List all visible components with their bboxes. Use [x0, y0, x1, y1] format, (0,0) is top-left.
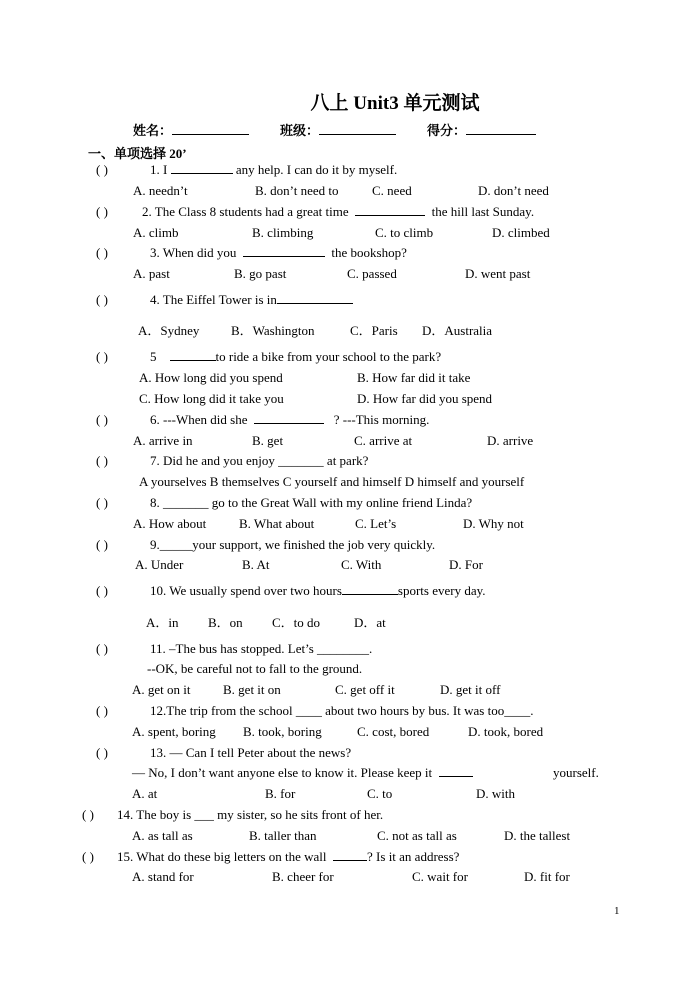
option-c[interactable]: C. to climb	[375, 225, 434, 240]
question-text: 2. The Class 8 students had a great time	[142, 204, 349, 219]
option-c[interactable]: C. get off it	[335, 682, 395, 697]
question-13: 13. — Can I tell Peter about the news?	[150, 745, 352, 760]
answer-bracket[interactable]: ( )	[96, 204, 108, 219]
option-d[interactable]: D. How far did you spend	[357, 391, 493, 406]
class-label: 班级：	[280, 123, 320, 138]
answer-bracket[interactable]: ( )	[96, 745, 108, 760]
question-text: 5	[150, 349, 157, 364]
question-text: ? ---This morning.	[333, 412, 430, 427]
answer-bracket[interactable]: ( )	[96, 495, 108, 510]
question-14: 14. The boy is ___ my sister, so he sits front of her.	[117, 807, 384, 822]
question-9: 9._____your support, we finished the job very quickly.	[150, 537, 436, 552]
question-text: — No, I don’t want anyone else to know it. Please keep it	[132, 765, 433, 780]
option-b[interactable]: B. get it on	[223, 682, 281, 697]
option-a[interactable]: A. needn’t	[133, 183, 188, 198]
option-d[interactable]: D. For	[449, 557, 483, 572]
option-b[interactable]: B. took, boring	[243, 724, 322, 739]
option-a[interactable]: A. How about	[133, 516, 207, 531]
question-8: 8. _______ go to the Great Wall with my online friend Linda?	[150, 495, 473, 510]
option-b[interactable]: B. taller than	[249, 828, 317, 843]
option-a[interactable]: A．Sydney	[138, 323, 200, 338]
option-a[interactable]: A. arrive in	[133, 433, 193, 448]
answer-bracket[interactable]: ( )	[96, 703, 108, 718]
question-text: 1. I	[150, 162, 168, 177]
option-d[interactable]: D. went past	[465, 266, 531, 281]
option-d[interactable]: D. fit for	[524, 869, 570, 884]
answer-bracket[interactable]: ( )	[96, 537, 108, 552]
option-c[interactable]: C. not as tall as	[377, 828, 457, 843]
blank	[277, 292, 353, 304]
question-5	[150, 349, 441, 365]
question-text: the hill last Sunday.	[431, 204, 535, 219]
option-a[interactable]: A. get on it	[132, 682, 191, 697]
option-a[interactable]: A. stand for	[132, 869, 194, 884]
question-text: 4. The Eiffel Tower is in	[150, 292, 277, 307]
question-text: ? Is it an address?	[367, 849, 460, 864]
answer-bracket[interactable]: ( )	[96, 349, 108, 364]
options-line[interactable]: A yourselves B themselves C yourself and himself D himself and yourself	[139, 474, 525, 489]
option-c[interactable]: C．to do	[272, 615, 321, 630]
option-d[interactable]: D. with	[476, 786, 515, 801]
blank	[171, 162, 233, 174]
answer-bracket[interactable]: ( )	[96, 245, 108, 260]
question-text: to ride a bike from your school to the park?	[215, 349, 442, 364]
question-4	[150, 292, 353, 308]
question-7: 7. Did he and you enjoy _______ at park?	[150, 453, 369, 468]
option-a[interactable]: A. as tall as	[132, 828, 193, 843]
class-blank[interactable]	[319, 122, 396, 135]
option-a[interactable]: A．in	[146, 615, 179, 630]
option-c[interactable]: C. passed	[347, 266, 397, 281]
page-title: 八上 Unit3 单元测试	[310, 93, 480, 114]
question-11: 11. –The bus has stopped. Let’s ________.	[150, 641, 373, 656]
option-d[interactable]: D. get it off	[440, 682, 501, 697]
answer-bracket[interactable]: ( )	[96, 292, 108, 307]
option-c[interactable]: C. Let’s	[355, 516, 397, 531]
option-a[interactable]: A. past	[133, 266, 170, 281]
question-3	[150, 245, 407, 261]
question-1	[150, 162, 397, 178]
option-d[interactable]: D. climbed	[492, 225, 550, 240]
option-b[interactable]: B. climbing	[252, 225, 314, 240]
blank	[439, 765, 473, 777]
option-d[interactable]: D. don’t need	[478, 183, 549, 198]
answer-bracket[interactable]: ( )	[96, 412, 108, 427]
section-heading: 一、单项选择 20’	[88, 146, 187, 161]
option-b[interactable]: B. What about	[239, 516, 315, 531]
option-a[interactable]: A. at	[132, 786, 158, 801]
option-c[interactable]: C. How long did it take you	[139, 391, 284, 406]
option-a[interactable]: A. Under	[135, 557, 184, 572]
answer-bracket[interactable]: ( )	[96, 162, 108, 177]
option-b[interactable]: B. At	[242, 557, 270, 572]
option-a[interactable]: A. climb	[133, 225, 179, 240]
option-c[interactable]: C. wait for	[412, 869, 468, 884]
question-2	[142, 204, 534, 220]
question-text: the bookshop?	[331, 245, 407, 260]
answer-bracket[interactable]: ( )	[82, 849, 94, 864]
question-11-reply: --OK, be careful not to fall to the ground.	[147, 661, 363, 676]
question-text: any help. I can do it by myself.	[235, 162, 398, 177]
option-b[interactable]: B. go past	[234, 266, 287, 281]
option-c[interactable]: C. With	[341, 557, 382, 572]
name-blank[interactable]	[172, 122, 249, 135]
score-blank[interactable]	[466, 122, 536, 135]
score-field	[427, 120, 536, 139]
option-b[interactable]: B．on	[208, 615, 243, 630]
blank	[333, 849, 367, 861]
question-13-tail: yourself.	[553, 765, 599, 780]
name-field	[133, 120, 249, 139]
question-text: 15. What do these big letters on the wall	[117, 849, 327, 864]
question-text: 6. ---When did she	[150, 412, 248, 427]
option-d[interactable]: D. arrive	[487, 433, 534, 448]
option-b[interactable]: B. get	[252, 433, 284, 448]
option-c[interactable]: C. arrive at	[354, 433, 413, 448]
answer-bracket[interactable]: ( )	[96, 453, 108, 468]
blank	[243, 245, 325, 257]
option-b[interactable]: B. cheer for	[272, 869, 334, 884]
option-d[interactable]: D．at	[354, 615, 386, 630]
option-b[interactable]: B. How far did it take	[357, 370, 471, 385]
question-text: 3. When did you	[150, 245, 237, 260]
answer-bracket[interactable]: ( )	[96, 641, 108, 656]
option-b[interactable]: B. don’t need to	[255, 183, 339, 198]
option-a[interactable]: A. How long did you spend	[139, 370, 283, 385]
score-label: 得分：	[427, 123, 467, 138]
option-c[interactable]: C. cost, bored	[357, 724, 430, 739]
page-number: 1	[614, 905, 620, 917]
option-b[interactable]: B. for	[265, 786, 296, 801]
option-d[interactable]: D. took, bored	[468, 724, 544, 739]
question-15	[117, 849, 459, 865]
question-12: 12.The trip from the school ____ about two hours by bus. It was too____.	[150, 703, 534, 718]
option-d[interactable]: D．Australia	[422, 323, 493, 338]
class-field	[280, 120, 396, 139]
question-6	[150, 412, 429, 428]
option-b[interactable]: B．Washington	[231, 323, 315, 338]
option-d[interactable]: D. the tallest	[504, 828, 571, 843]
option-c[interactable]: C. to	[367, 786, 393, 801]
option-a[interactable]: A. spent, boring	[132, 724, 216, 739]
question-text: sports every day.	[397, 583, 486, 598]
option-d[interactable]: D. Why not	[463, 516, 524, 531]
blank	[342, 583, 398, 595]
answer-bracket[interactable]: ( )	[82, 807, 94, 822]
blank	[355, 204, 425, 216]
question-text: 10. We usually spend over two hours	[150, 583, 342, 598]
name-label: 姓名：	[133, 123, 173, 138]
blank	[170, 349, 216, 361]
option-c[interactable]: C．Paris	[350, 323, 398, 338]
blank	[254, 412, 324, 424]
question-10	[150, 583, 486, 599]
question-13-reply	[132, 765, 473, 781]
option-c[interactable]: C. need	[372, 183, 412, 198]
answer-bracket[interactable]: ( )	[96, 583, 108, 598]
